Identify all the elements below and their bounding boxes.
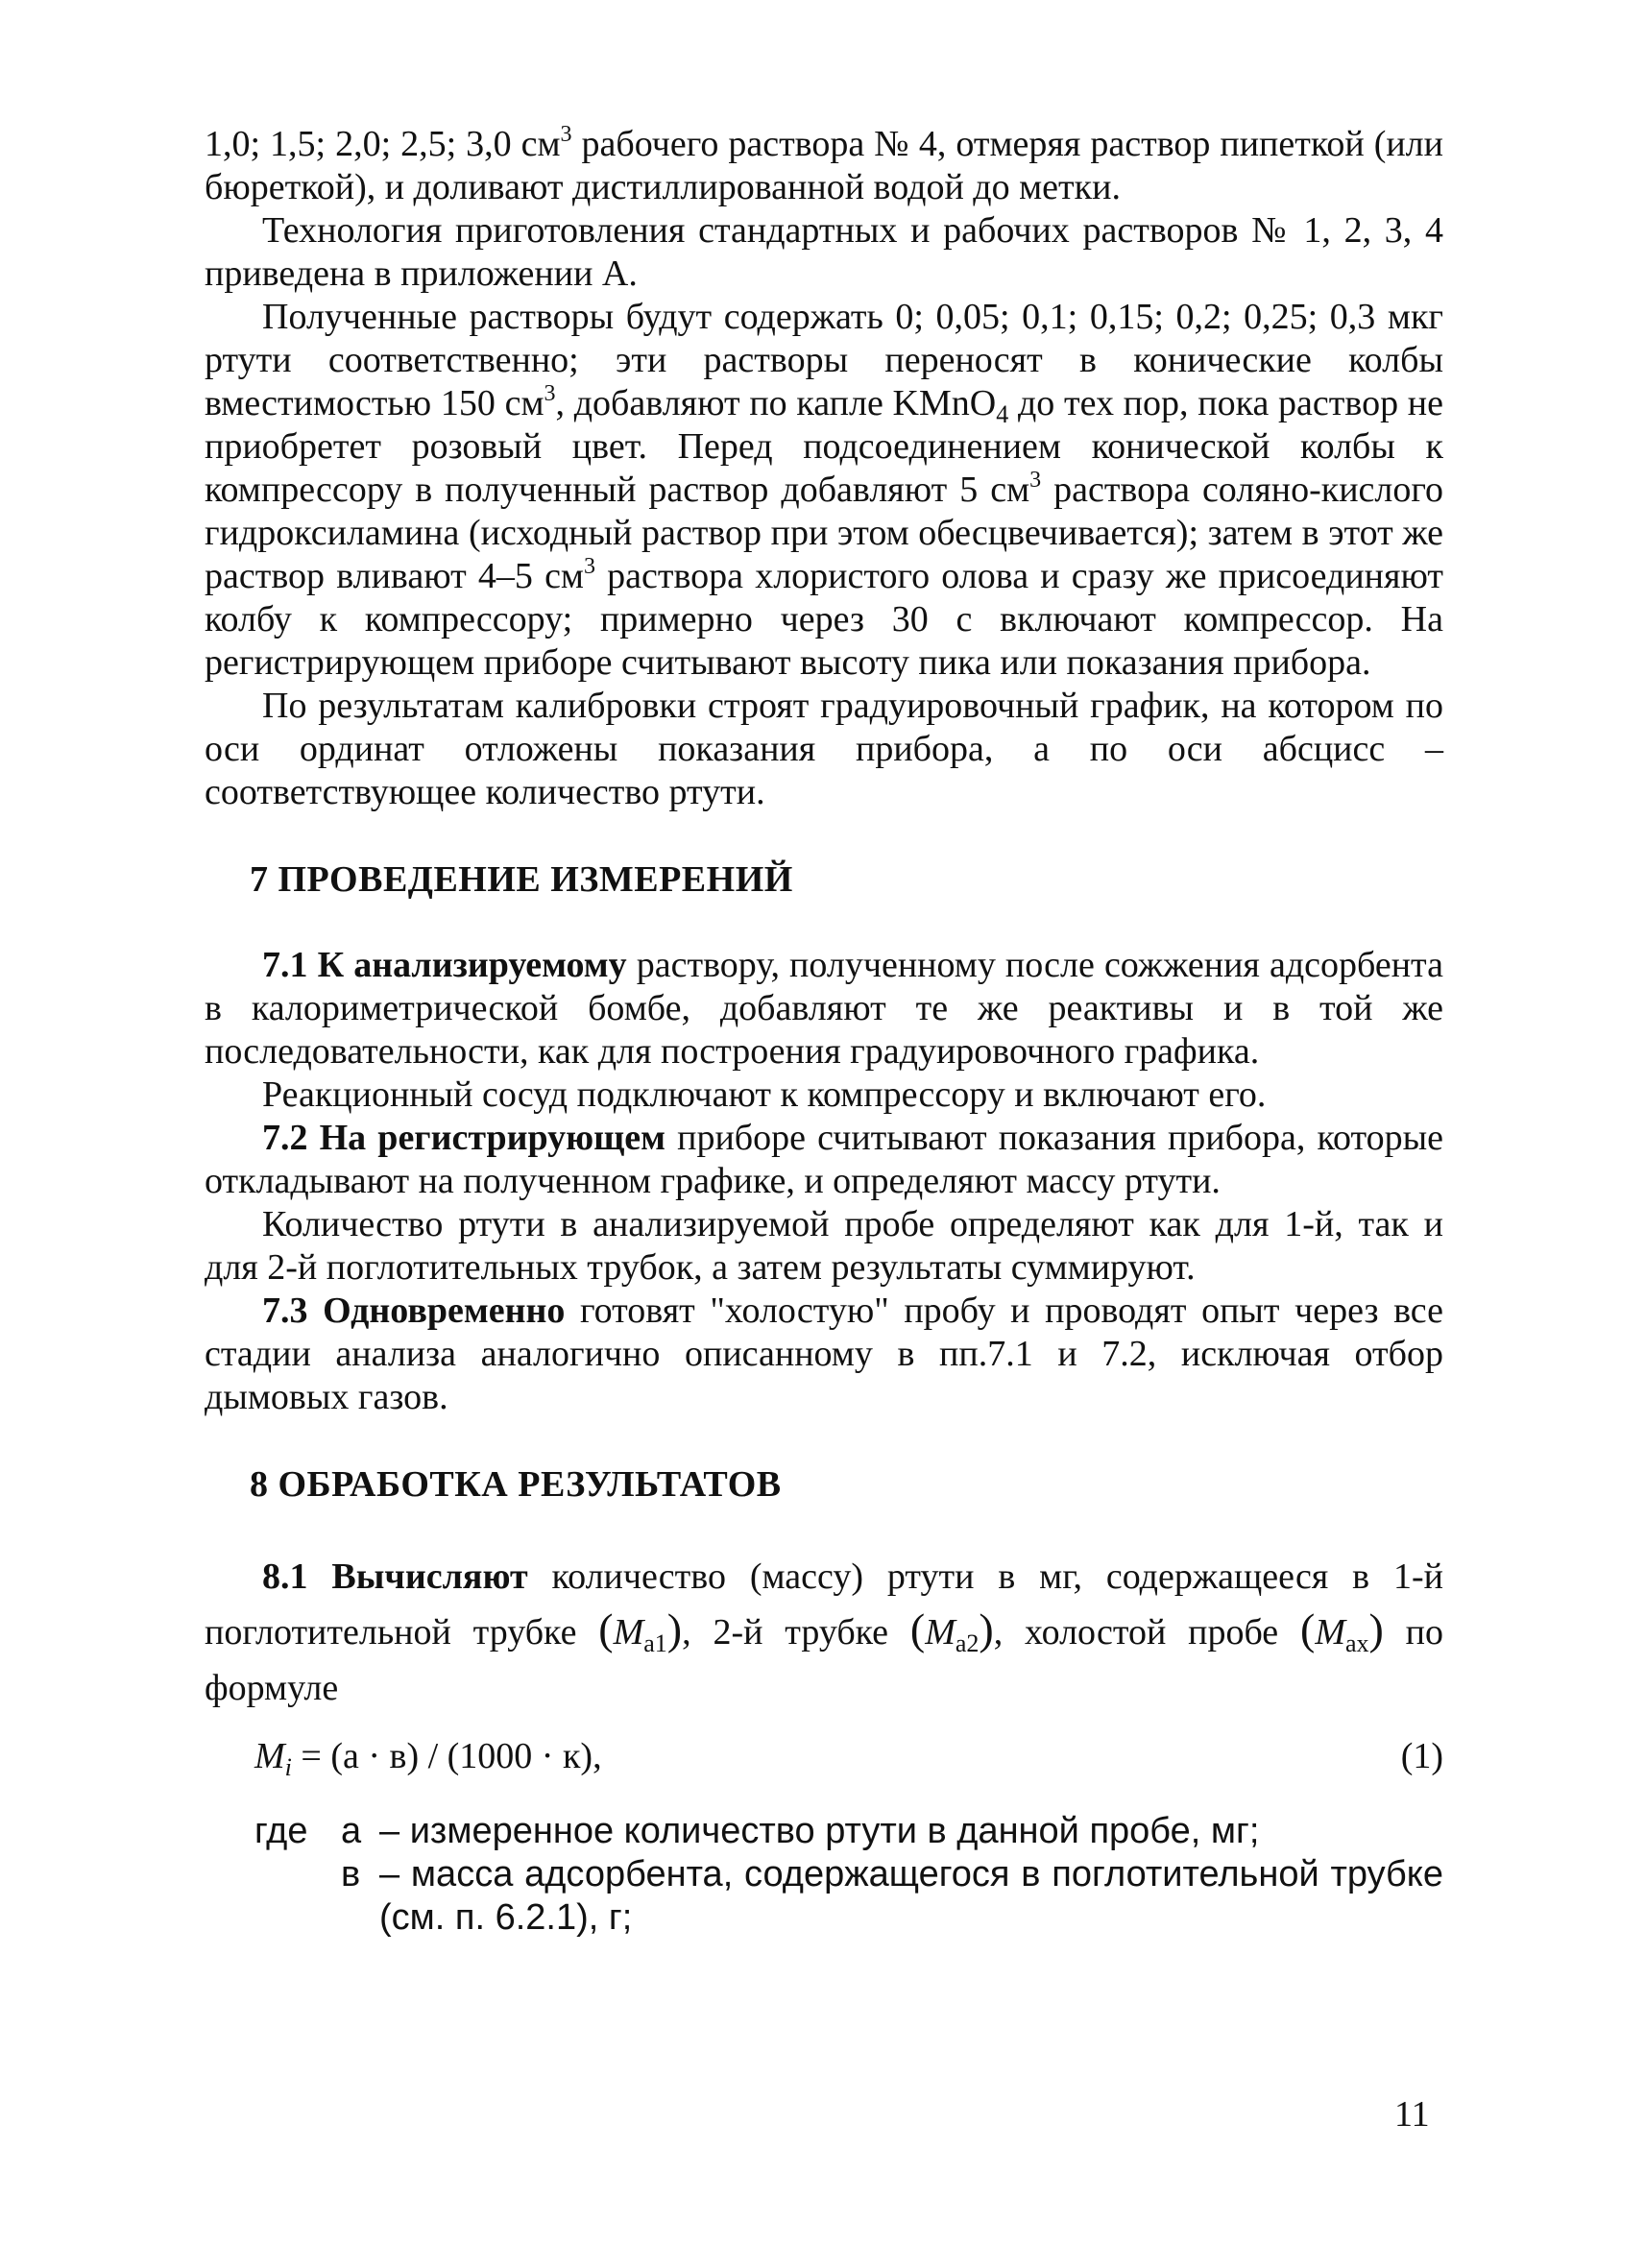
paragraph-solutions-content: Полученные растворы будут содержать 0; 0,05; 0,1; 0,15; 0,2; 0,25; 0,3 мкг ртути соответственно; эти растворы переносят в конические колбы вместимостью 150 $см^3$, добавляют по капле KMnO$_4$ до тех пор, пока раствор не приобретет розовый цвет. Перед подсоединением конической колбы к компрессору в полученный раствор добавляют 5 $см^3$ раствора соляно-кислого гидроксиламина (исходный раствор при этом обесцвечивается); затем в этот же раствор вливают 4–5 $см^3$ раствора хлористого олова и сразу же присоединяют колбу к компрессору; примерно через 30 с включают компрессор. На регистрирующем приборе считывают высоту пика или показания прибора. <box>205 297 1444 683</box>
page-number: 11 <box>1394 2094 1430 2135</box>
where-definition-b: – масса адсорбента, содержащегося в поглотительной трубке (см. п. 6.2.1), г; <box>379 1854 1443 1938</box>
where-item-a <box>205 1810 1443 1853</box>
paragraph-7-1: 7.1 К анализируемому раствору, полученному после сожжения адсорбента в калориметрической бомбе, добавляют те же реактивы и в той же последовательности, как для построения градуировочного графика. <box>205 945 1443 1072</box>
paragraph-solution-volumes: 1,0; 1,5; 2,0; 2,5; 3,0 $см^3$ рабочего раствора № 4, отмеряя раствор пипеткой (или бюреткой), и доливают дистиллированной водой до метки. <box>205 122 1443 207</box>
document-page <box>205 123 1443 1940</box>
section-8-heading: 8 ОБРАБОТКА РЕЗУЛЬТАТОВ <box>250 1464 782 1505</box>
paragraph-calibration-graph: По результатам калибровки строят градуировочный график, на котором по оси ординат отложены показания прибора, а по оси абсцисс – соответствующее количество ртути. <box>205 686 1443 812</box>
paragraph-7-2: 7.2 На регистрирующем приборе считывают показания прибора, которые откладывают на полученном графике, и определяют массу ртути. <box>205 1118 1443 1201</box>
where-symbol-a: а <box>341 1811 362 1851</box>
formula-number: (1) <box>1400 1736 1443 1776</box>
where-definition-a: – измеренное количество ртути в данной пробе, мг; <box>379 1811 1260 1851</box>
paragraph-7-1-vessel: Реакционный сосуд подключают к компрессору и включают его. <box>262 1074 1267 1115</box>
paragraph-7-2-quantity: Количество ртути в анализируемой пробе определяют как для 1-й, так и для 2-й поглотительных трубок, а затем результаты суммируют. <box>205 1204 1443 1288</box>
where-symbol-b: в <box>341 1854 361 1894</box>
formula-1 <box>205 1729 1443 1789</box>
where-label: где <box>254 1811 308 1851</box>
paragraph-technology: Технология приготовления стандартных и рабочих растворов № 1, 2, 3, 4 приведена в приложении А. <box>205 210 1443 294</box>
paragraph-8-1: 8.1 Вычисляют количество (массу) ртути в мг, содержащееся в 1-й поглотительной трубке $(M_{a1})$, 2-й трубке $(M_{a2})$, холостой пробе $(M_{ax})$ по формуле <box>205 1556 1443 1708</box>
section-7-heading: 7 ПРОВЕДЕНИЕ ИЗМЕРЕНИЙ <box>250 859 793 900</box>
paragraph-7-3: 7.3 Одновременно готовят "холостую" пробу и проводят опыт через все стадии анализа аналогично описанному в пп.7.1 и 7.2, исключая отбор дымовых газов. <box>205 1291 1443 1417</box>
formula-expression: $M_i = (a \cdot в) / (1000 \cdot к)$, <box>254 1736 602 1781</box>
where-item-b <box>205 1853 1443 1940</box>
